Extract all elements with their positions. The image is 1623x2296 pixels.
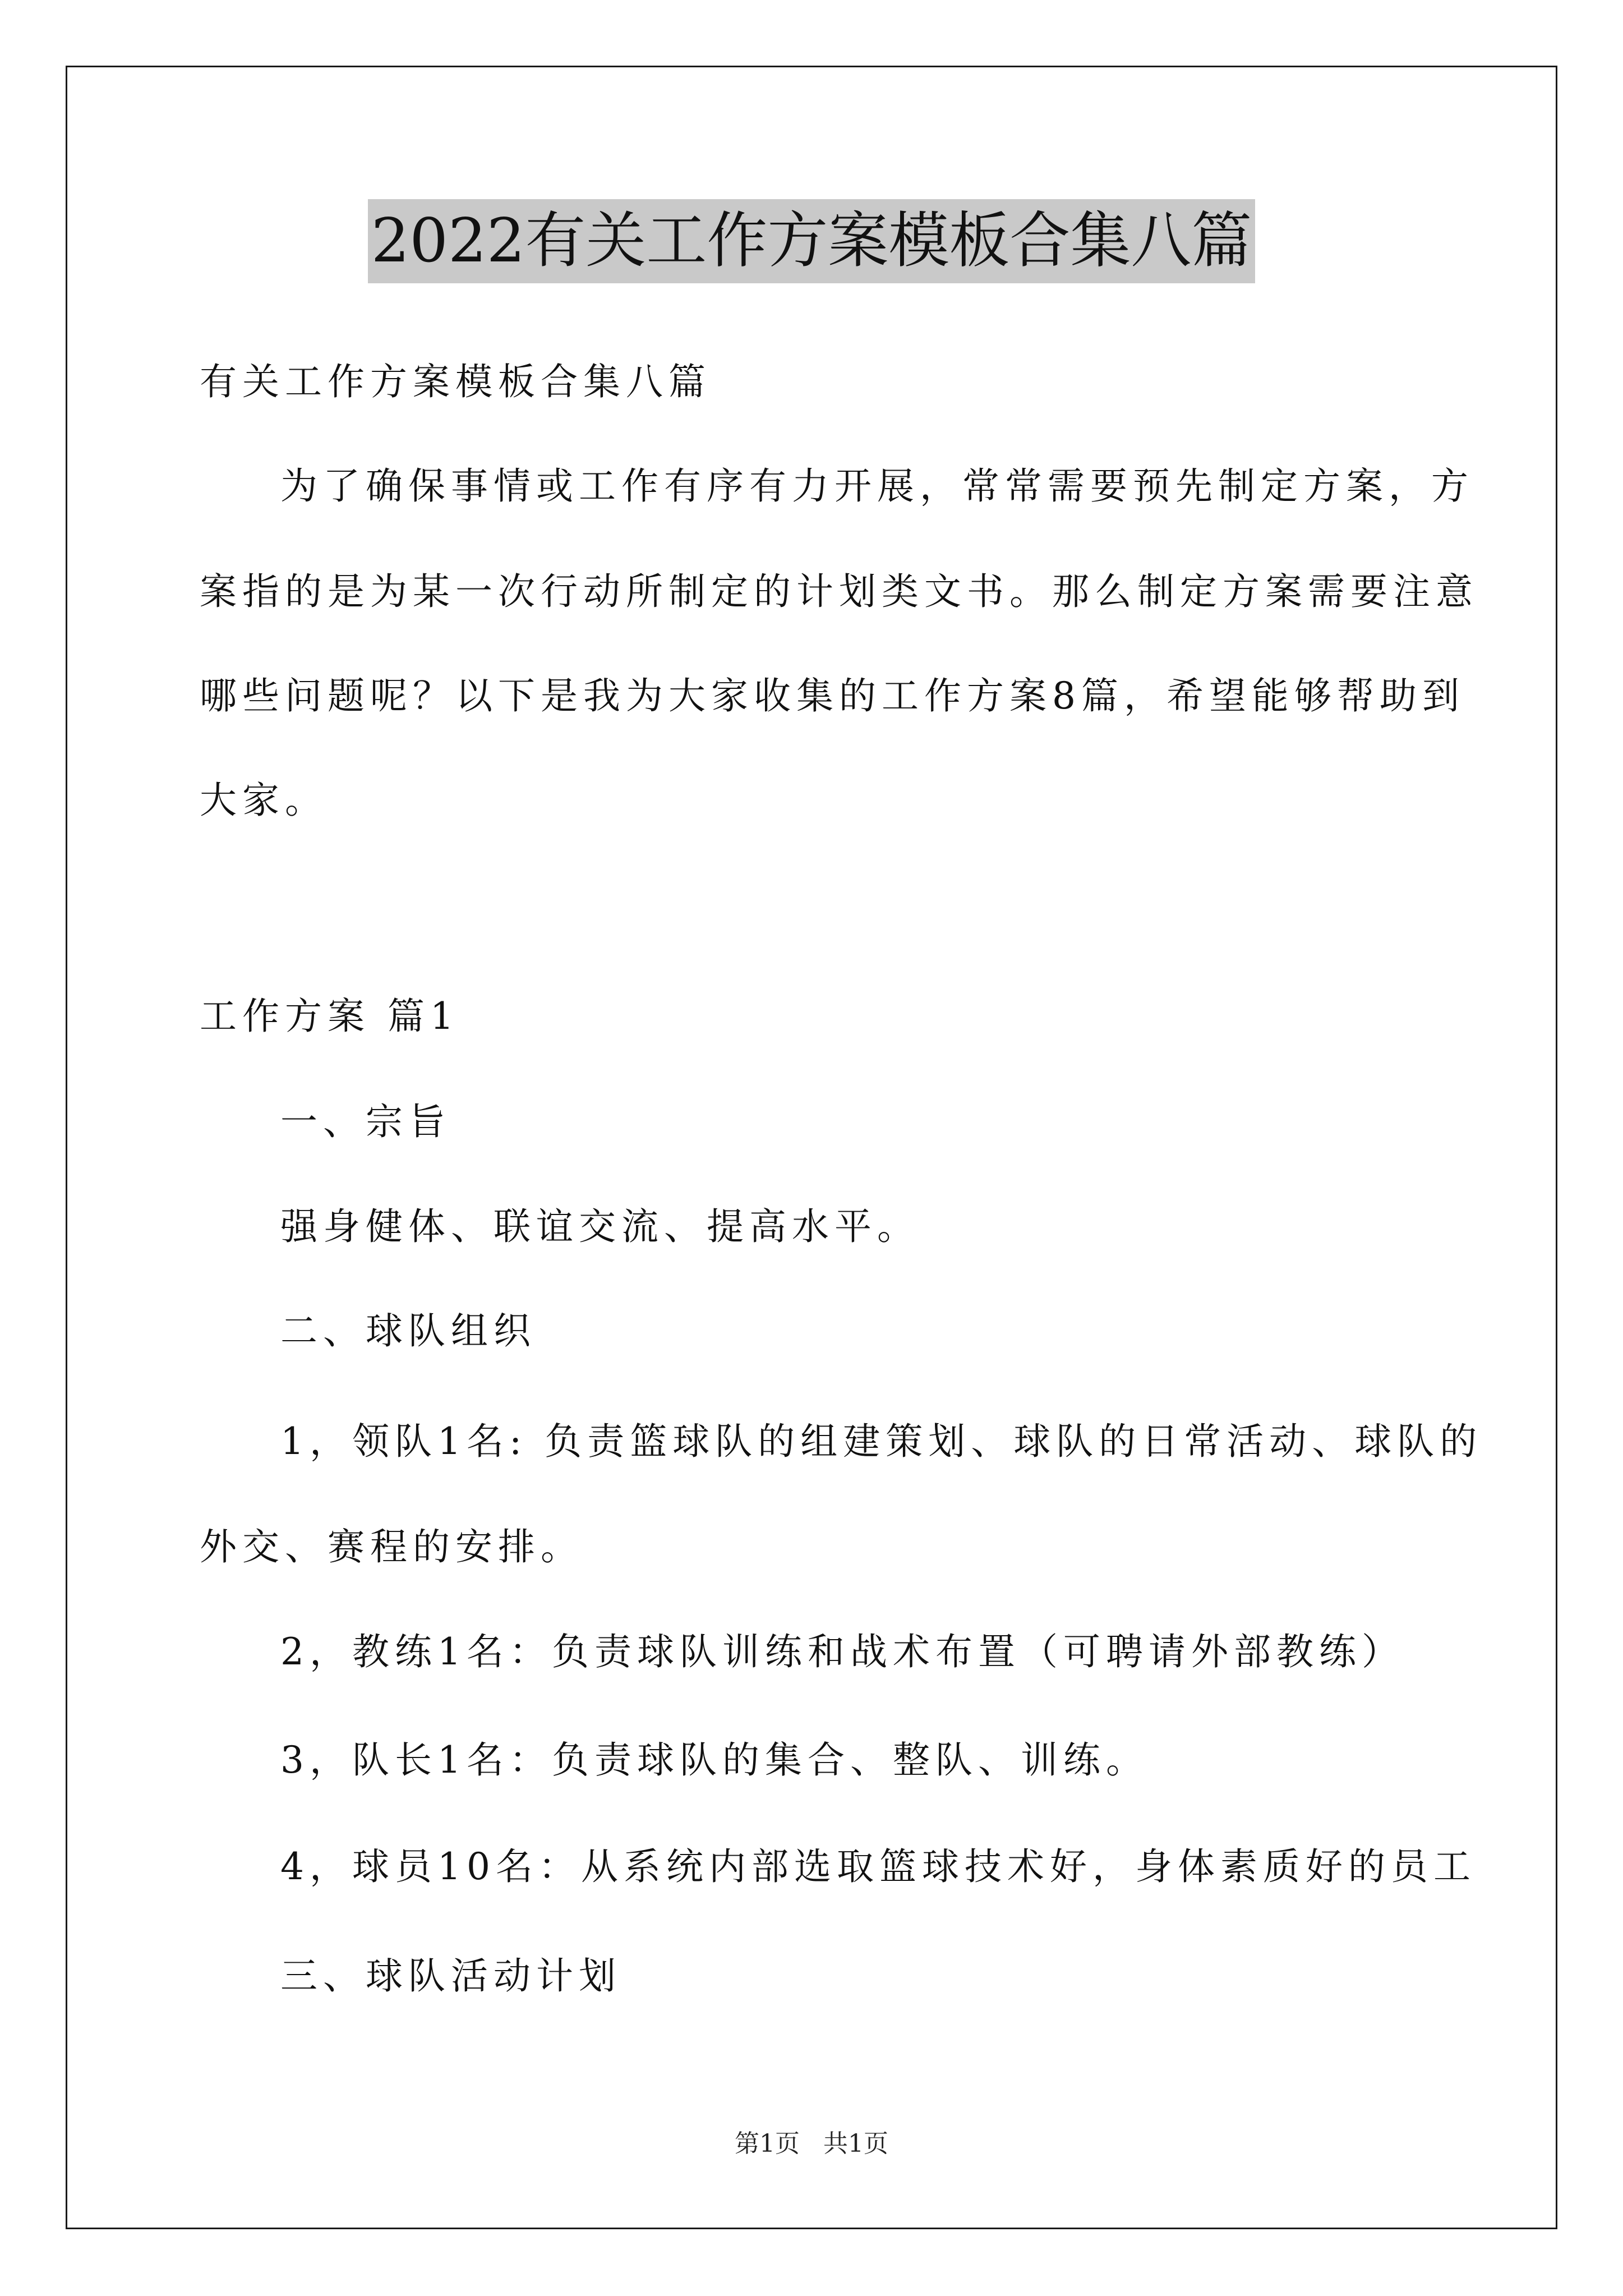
section-item: 二、球队组织 [280, 1309, 536, 1352]
paragraph-line: 为了确保事情或工作有序有力开展，常常需要预先制定方案，方 [280, 464, 1474, 508]
section-item: 强身健体、联谊交流、提高水平。 [280, 1205, 920, 1248]
section-item: 3，队长1名：负责球队的集合、整队、训练。 [280, 1738, 1149, 1782]
paragraph-line: 案指的是为某一次行动所制定的计划类文书。那么制定方案需要注意 [200, 570, 1478, 613]
section-item: 外交、赛程的安排。 [200, 1525, 583, 1568]
page-number: 第1页 [735, 2129, 800, 2158]
section-item: 4，球员10名：从系统内部选取篮球技术好，身体素质好的员工 [280, 1845, 1476, 1888]
section-item: 三、球队活动计划 [280, 1954, 621, 1998]
subtitle-line: 有关工作方案模板合集八篇 [200, 360, 711, 403]
paragraph-line: 大家。 [200, 779, 328, 822]
total-pages: 共1页 [823, 2129, 888, 2158]
page-footer [0, 2127, 1623, 2161]
title-container [0, 199, 1623, 283]
document-title: 2022有关工作方案模板合集八篇 [368, 199, 1256, 283]
section-heading: 工作方案 篇1 [200, 995, 459, 1038]
paragraph-line: 哪些问题呢？以下是我为大家收集的工作方案8篇，希望能够帮助到 [200, 674, 1465, 717]
section-item: 2，教练1名：负责球队训练和战术布置（可聘请外部教练） [280, 1630, 1404, 1673]
section-item: 1，领队1名: 负责篮球队的组建策划、球队的日常活动、球队的 [280, 1420, 1483, 1463]
section-item: 一、宗旨 [280, 1100, 451, 1143]
